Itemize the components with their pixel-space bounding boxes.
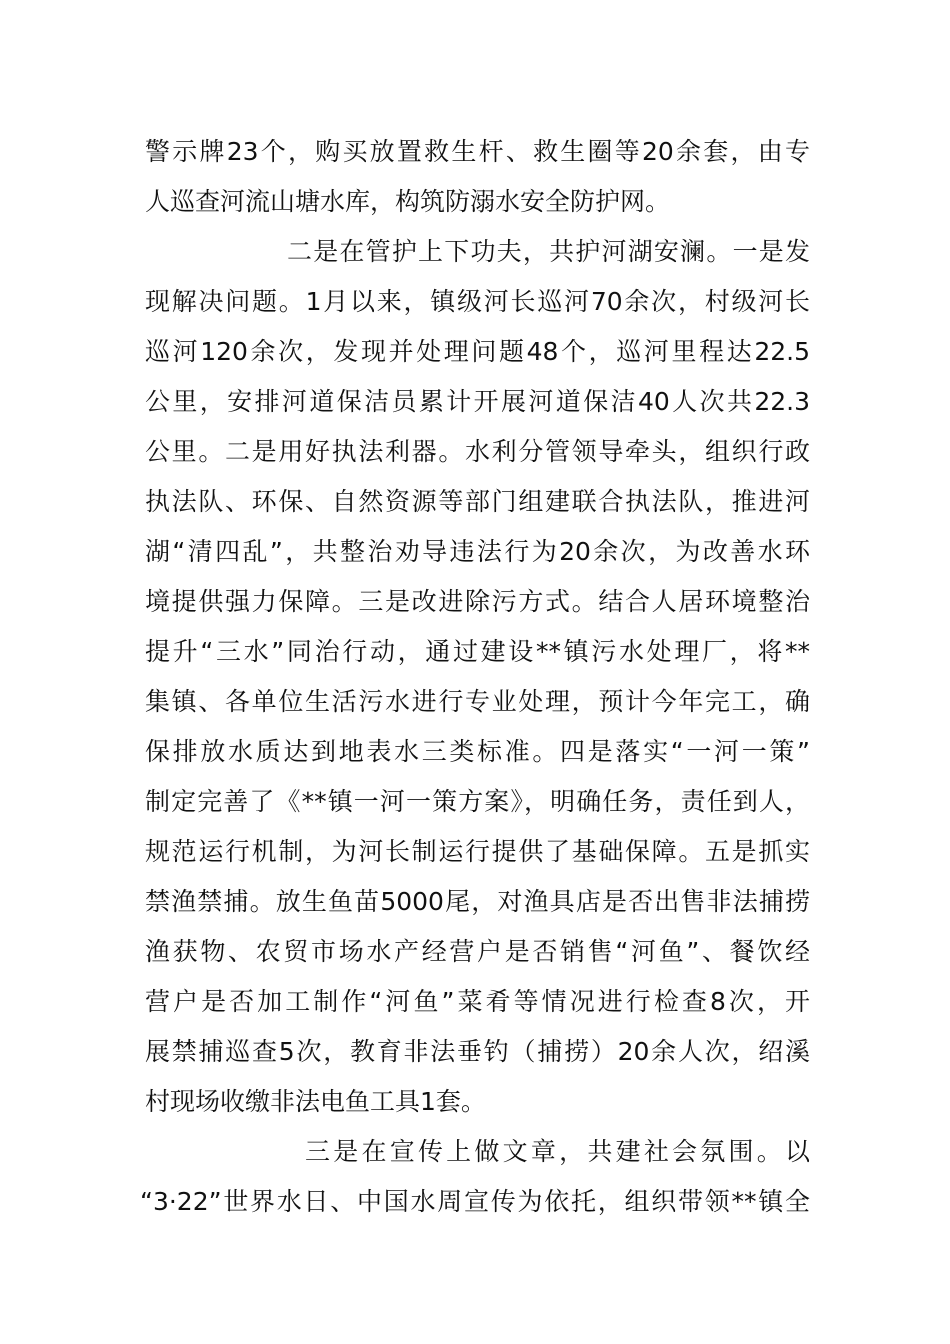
text-line: 人巡查河流山塘水库，构筑防溺水安全防护网。 xyxy=(145,187,671,216)
paragraph-start-line: 三是在宣传上做文章，共建社会氛围。以 xyxy=(305,1137,810,1166)
text-line: “3·22”世界水日、中国水周宣传为依托，组织带领**镇全 xyxy=(140,1187,810,1216)
text-line: 现解决问题。1月以来，镇级河长巡河70余次，村级河长 xyxy=(145,287,810,316)
text-line: 渔获物、农贸市场水产经营户是否销售“河鱼”、餐饮经 xyxy=(145,937,810,966)
text-line: 执法队、环保、自然资源等部门组建联合执法队，推进河 xyxy=(145,487,810,516)
text-line: 集镇、各单位生活污水进行专业处理，预计今年完工，确 xyxy=(145,687,810,716)
text-line: 禁渔禁捕。放生鱼苗5000尾，对渔具店是否出售非法捕捞 xyxy=(145,887,810,916)
text-line: 展禁捕巡查5次，教育非法垂钓（捕捞）20余人次，绍溪 xyxy=(145,1037,810,1066)
text-line: 警示牌23个，购买放置救生杆、救生圈等20余套，由专 xyxy=(145,137,810,166)
text-line: 公里。二是用好执法利器。水利分管领导牵头，组织行政 xyxy=(145,437,810,466)
text-line: 巡河120余次，发现并处理问题48个，巡河里程达22.5 xyxy=(145,337,810,366)
text-line: 村现场收缴非法电鱼工具1套。 xyxy=(145,1087,486,1116)
text-line: 公里，安排河道保洁员累计开展河道保洁40人次共22.3 xyxy=(145,387,810,416)
text-line: 境提供强力保障。三是改进除污方式。结合人居环境整治 xyxy=(145,587,810,616)
text-line: 营户是否加工制作“河鱼”菜肴等情况进行检查8次，开 xyxy=(145,987,810,1016)
text-line: 保排放水质达到地表水三类标准。四是落实“一河一策” xyxy=(145,737,810,766)
text-line: 规范运行机制，为河长制运行提供了基础保障。五是抓实 xyxy=(145,837,810,866)
paragraph-start-line: 二是在管护上下功夫，共护河湖安澜。一是发 xyxy=(287,237,810,266)
text-line: 湖“清四乱”，共整治劝导违法行为20余次，为改善水环 xyxy=(145,537,810,566)
text-line: 制定完善了《**镇一河一策方案》，明确任务，责任到人， xyxy=(145,787,810,816)
text-line: 提升“三水”同治行动，通过建设**镇污水处理厂，将** xyxy=(145,637,810,666)
